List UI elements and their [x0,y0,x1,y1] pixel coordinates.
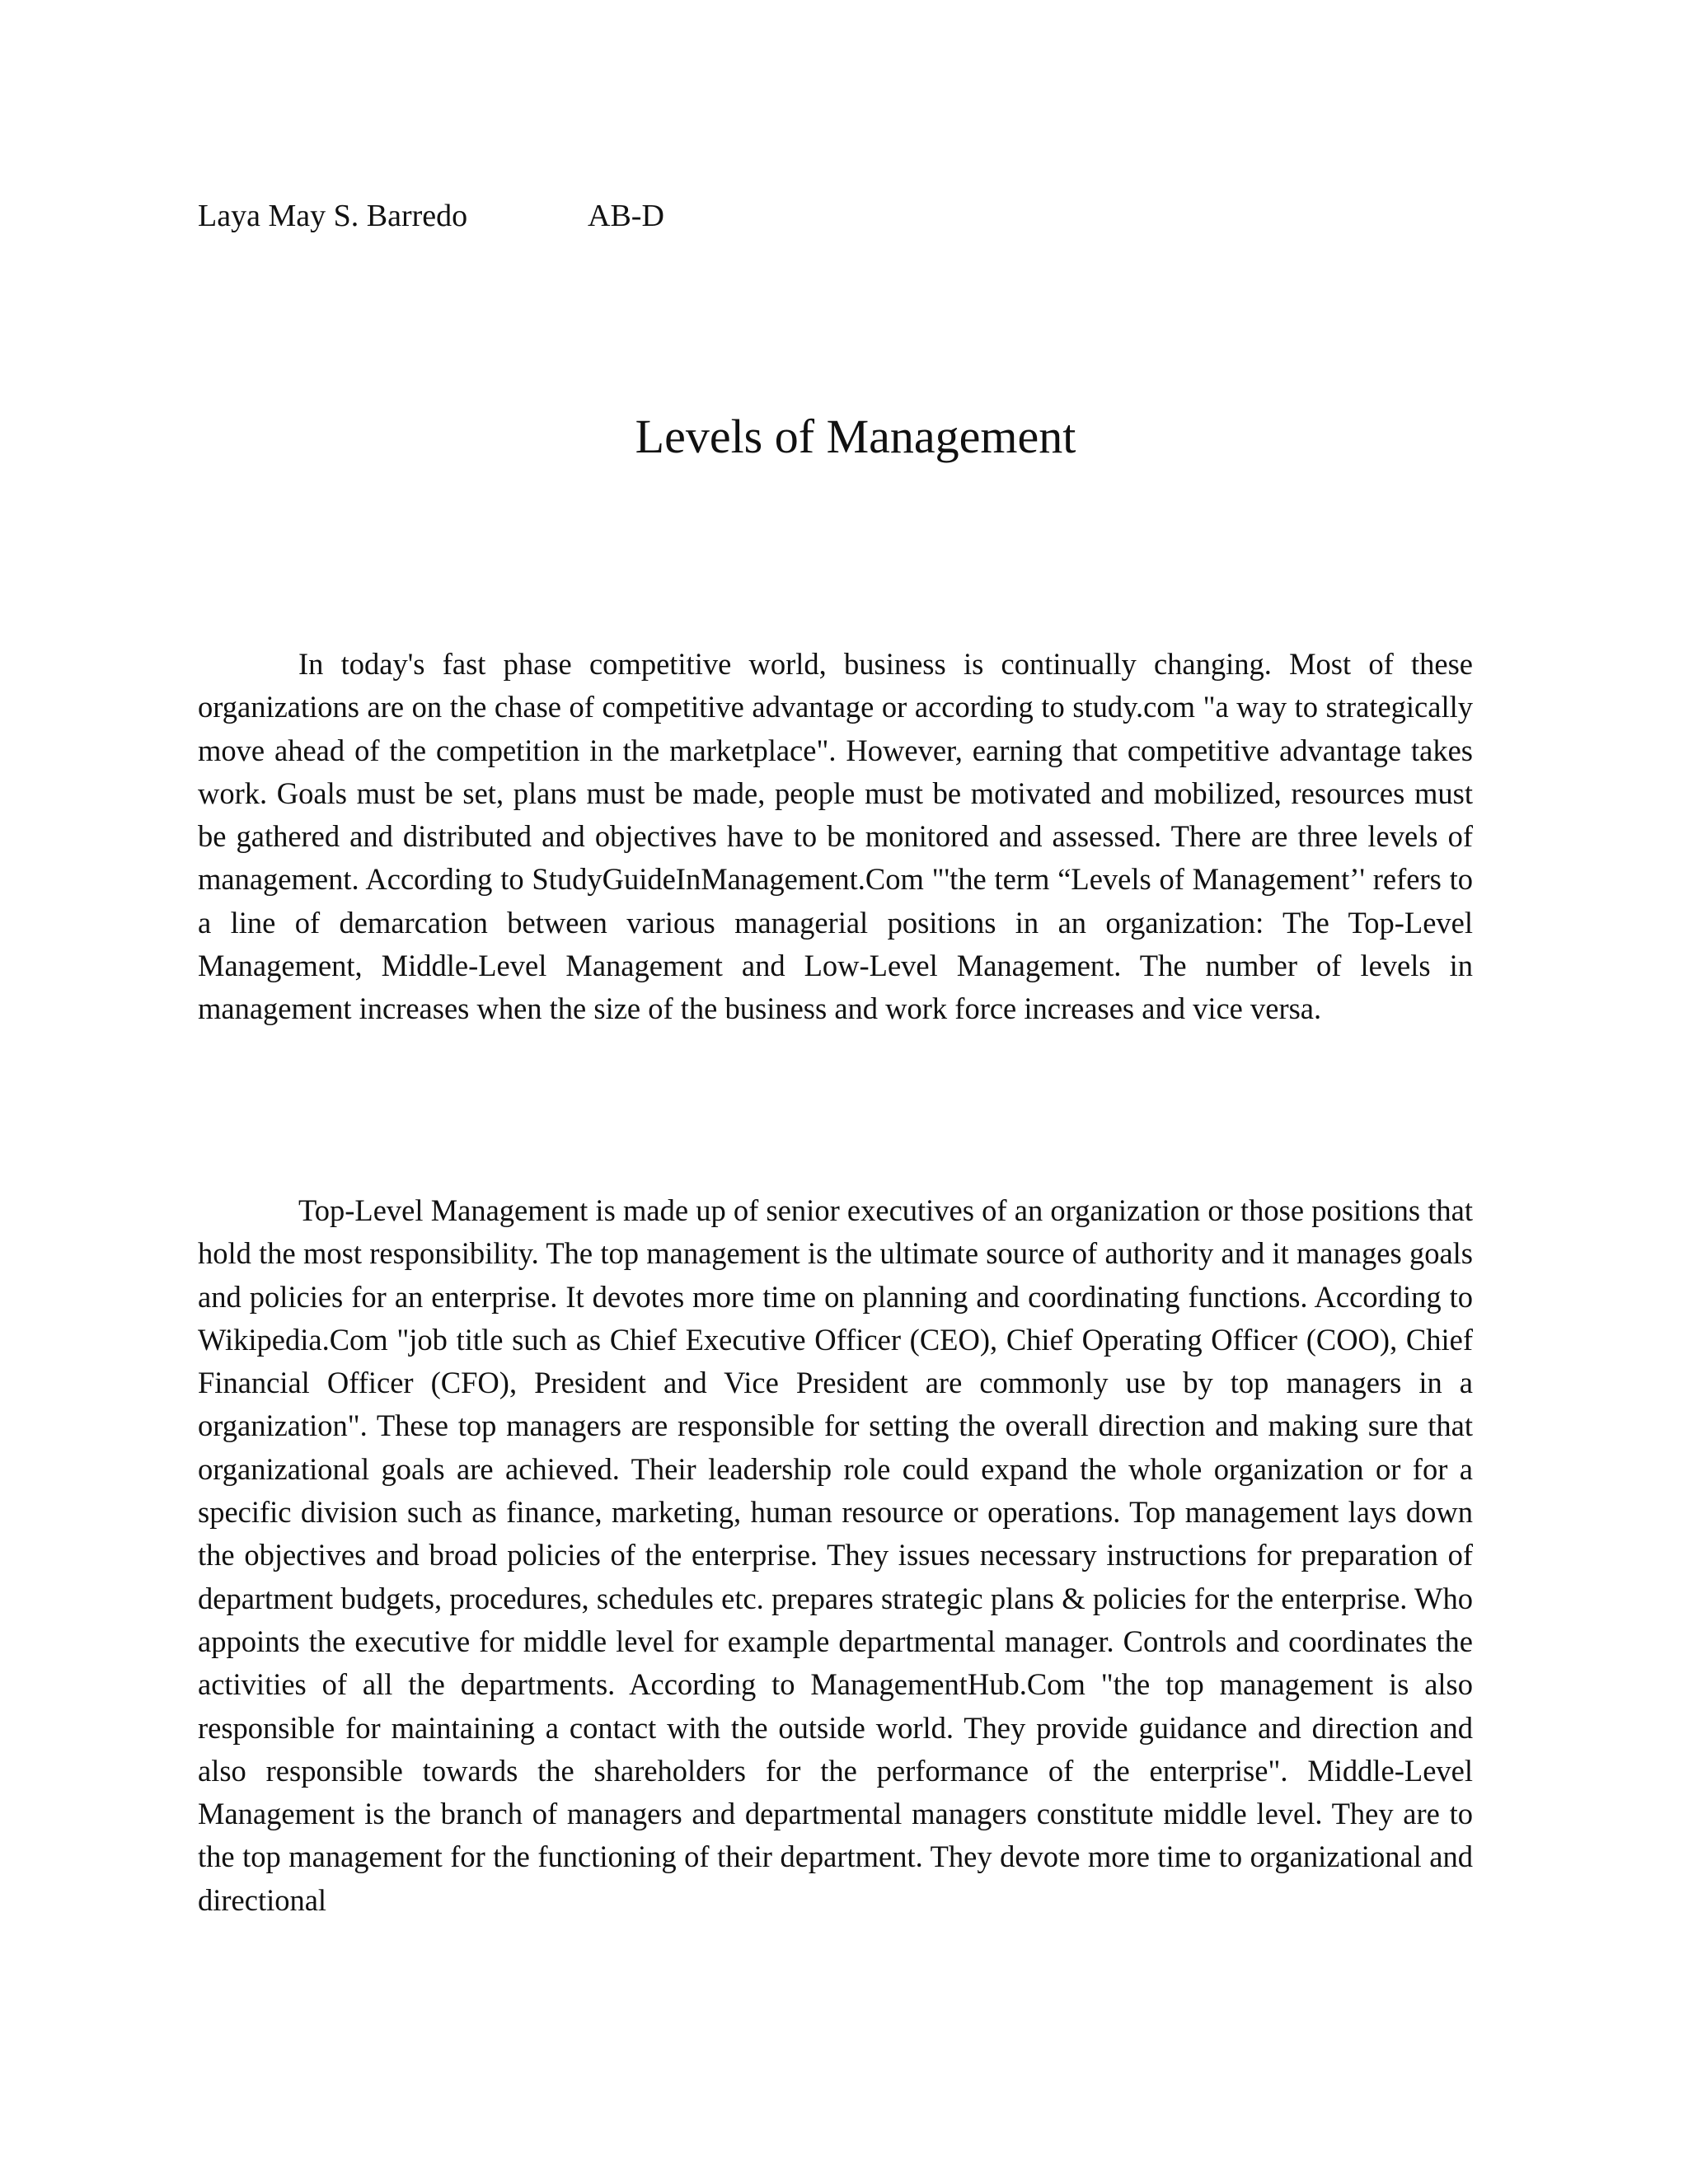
document-header [198,196,664,236]
document-title: Levels of Management [635,410,1076,463]
author-name: Laya May S. Barredo [198,199,468,233]
class-section: AB-D [588,199,664,233]
paragraph-top-level-management: Top-Level Management is made up of senior executives of an organization or those positions that hold the most responsibility. The top management is the ultimate source of authority and it manages goals and policies for an enterprise. It devotes more time on planning and coordinating functions. According to Wikipedia.Com "job title such as Chief Executive Officer (CEO), Chief Operating Officer (COO), Chief Financial Officer (CFO), President and Vice President are commonly use by top managers in a organization". These top managers are responsible for setting the overall direction and making sure that organizational goals are achieved. Their leadership role could expand the whole organization or for a specific division such as finance, marketing, human resource or operations. Top management lays down the objectives and broad policies of the enterprise. They issues necessary instructions for preparation of department budgets, procedures, schedules etc. prepares strategic plans & policies for the enterprise. Who appoints the executive for middle level for example departmental manager. Controls and coordinates the activities of all the departments. According to ManagementHub.Com "the top management is also responsible for maintaining a contact with the outside world. They provide guidance and direction and also responsible towards the shareholders for the performance of the enterprise". Middle-Level Management is the branch of managers and departmental managers constitute middle level. They are to the top management for the functioning of their department. They devote more time to organizational and directional [198,1193,1473,1917]
paragraph-intro: In today's fast phase competitive world, business is continually changing. Most of these organizations are on the chase of competitive advantage or according to study.com "a way to strategically move ahead of the competition in the marketplace". However, earning that competitive advantage takes work. Goals must be set, plans must be made, people must be motivated and mobilized, resources must be gathered and distributed and objectives have to be monitored and assessed. There are three levels of management. According to StudyGuideInManagement.Com "'the term “Levels of Management’' refers to a line of demarcation between various managerial positions in an organization: The Top-Level Management, Middle-Level Management and Low-Level Management. The number of levels in management increases when the size of the business and work force increases and vice versa. [198,647,1473,1026]
